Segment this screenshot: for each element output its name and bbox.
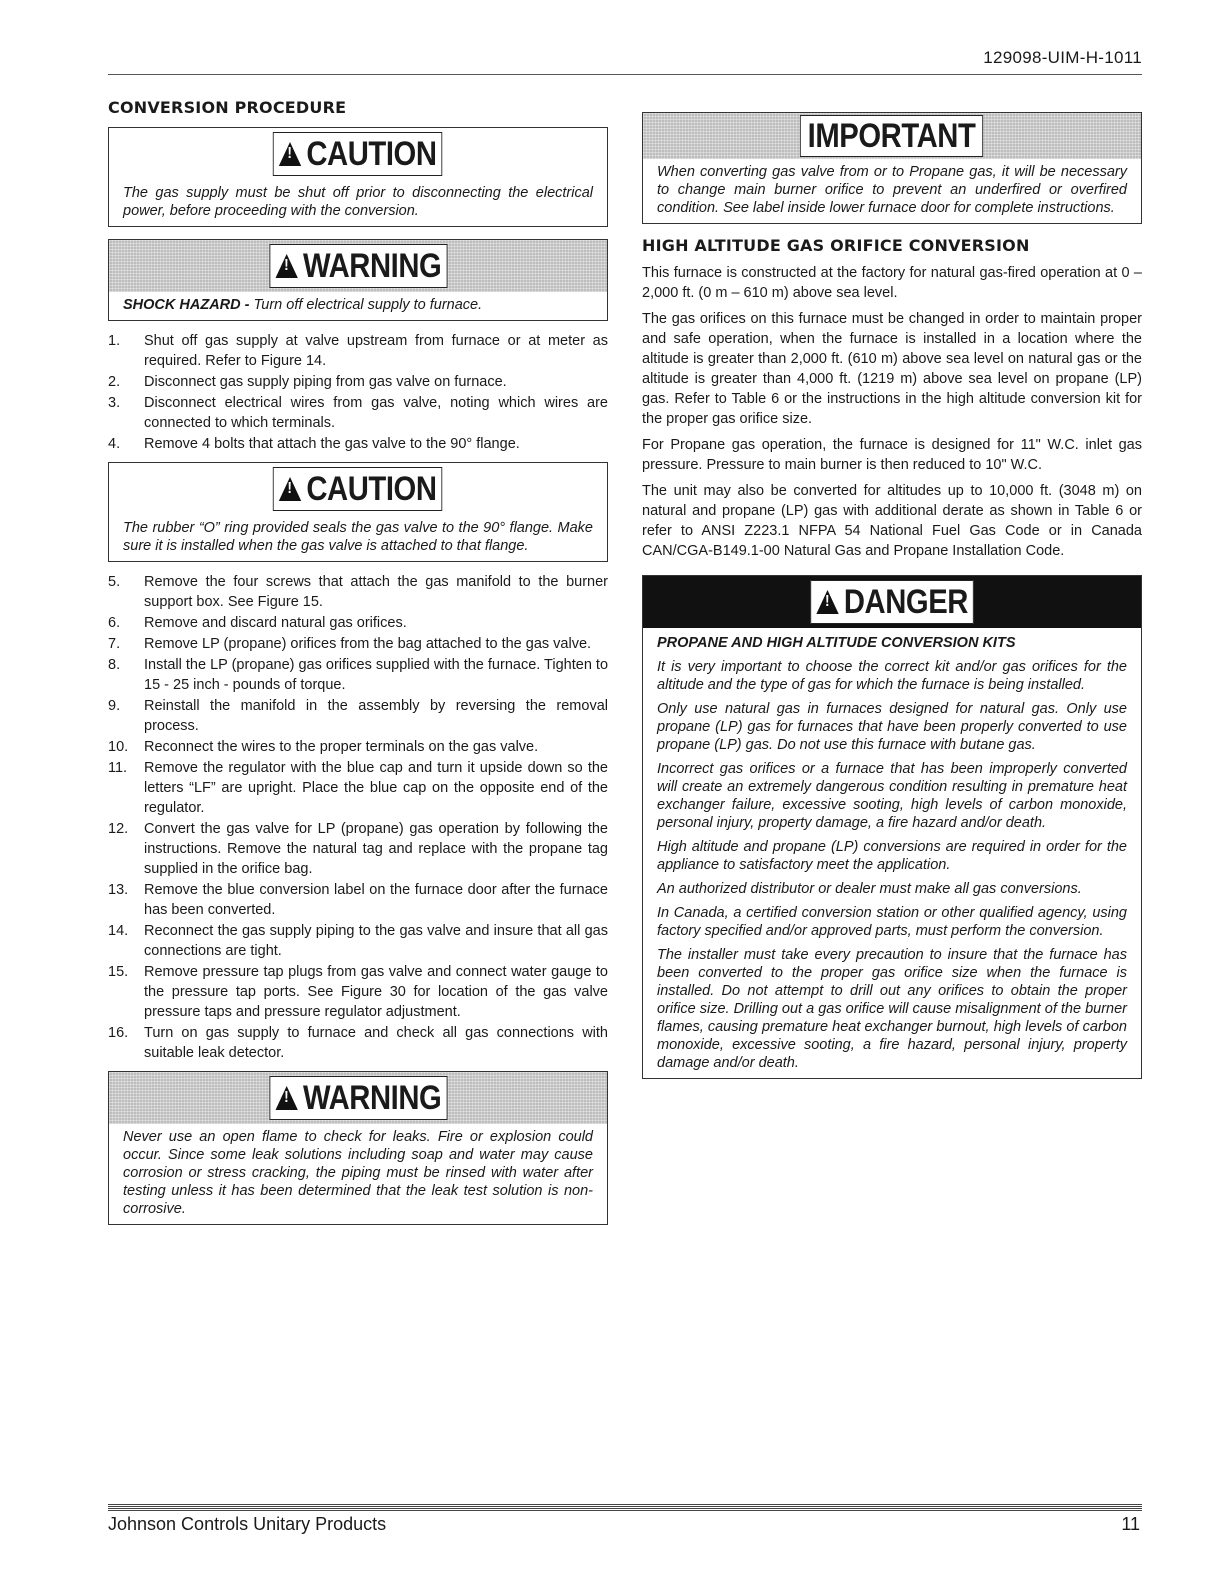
- step-text: Shut off gas supply at valve upstream from furnace or at meter as required. Refer to Figure 14.: [144, 333, 608, 369]
- caution-box-2: [108, 462, 608, 562]
- important-header: [643, 113, 1141, 159]
- step-number: 7.: [108, 636, 121, 652]
- left-column: [108, 98, 608, 1235]
- step-item: [108, 819, 608, 879]
- step-item: [108, 634, 608, 654]
- step-item: [108, 1023, 608, 1063]
- step-item: [108, 572, 608, 612]
- footer-rule: [108, 1504, 1142, 1511]
- step-text: Remove pressure tap plugs from gas valve and connect water gauge to the pressure tap ports. See Figure 30 for location of the gas valve pressure taps and pressure regulator adjustment.: [144, 964, 608, 1020]
- warning-text: Never use an open flame to check for leaks. Fire or explosion could occur. Since some leak solutions including soap and water may cause corrosion or stress cracking, the piping must be rinsed with water after testing unless it has been determined that the leak test solution is non-corrosive.: [123, 1129, 593, 1217]
- danger-label: DANGER: [843, 582, 968, 621]
- step-number: 9.: [108, 698, 121, 714]
- shock-hazard-lead: SHOCK HAZARD -: [123, 297, 250, 313]
- caution-header: [109, 128, 607, 180]
- step-text: Remove and discard natural gas orifices.: [144, 615, 407, 631]
- danger-paragraph: Only use natural gas in furnaces designed for natural gas. Only use propane (LP) gas for furnaces that have been properly converted to use propane (LP) gas. Do not use this furnace with butane gas.: [657, 701, 1127, 753]
- warning-header: [109, 1072, 607, 1124]
- step-item: [108, 434, 608, 454]
- footer-company: Johnson Controls Unitary Products: [108, 1514, 387, 1534]
- header-rule: [108, 74, 1142, 75]
- step-number: 3.: [108, 395, 121, 411]
- caution-header: [109, 463, 607, 515]
- danger-header: [643, 576, 1141, 628]
- paragraph: For Propane gas operation, the furnace is designed for 11" W.C. inlet gas pressure. Pressure to main burner is then reduced to 10" W.C.: [642, 437, 1142, 473]
- step-number: 6.: [108, 615, 121, 631]
- step-item: [108, 737, 608, 757]
- step-text: Reconnect the wires to the proper terminals on the gas valve.: [144, 739, 539, 755]
- step-item: [108, 696, 608, 736]
- danger-heading: PROPANE AND HIGH ALTITUDE CONVERSION KITS: [657, 635, 1016, 651]
- step-item: [108, 921, 608, 961]
- warning-triangle-icon: [816, 590, 838, 614]
- page-number: 11: [1121, 1514, 1140, 1534]
- right-column: [642, 112, 1142, 1089]
- warning-label: WARNING: [302, 1078, 441, 1117]
- step-number: 2.: [108, 374, 121, 390]
- step-number: 14.: [108, 923, 129, 939]
- caution-signal: [273, 132, 443, 176]
- warning-signal: [269, 1076, 447, 1120]
- paragraph: The unit may also be converted for altitudes up to 10,000 ft. (3048 m) on natural and propane (LP) gas with additional derate as shown in Table 6 or refer to ANSI Z223.1 NFPA 54 National Fuel Gas Code or in Canada CAN/CGA-B149.1-00 Natural Gas and Propane Installation Code.: [642, 483, 1142, 559]
- warning-triangle-icon: [279, 142, 301, 166]
- step-number: 16.: [108, 1025, 129, 1041]
- danger-paragraph: Incorrect gas orifices or a furnace that has been improperly converted will create an extremely dangerous condition resulting in premature heat exchanger failure, excessive sooting, high levels of carbon monoxide, personal injury, property damage, a fire hazard and/or death.: [657, 761, 1127, 831]
- step-text: Remove the blue conversion label on the furnace door after the furnace has been converted.: [144, 882, 608, 918]
- danger-box: [642, 575, 1142, 1079]
- caution-text: The rubber “O” ring provided seals the gas valve to the 90° flange. Make sure it is installed when the gas valve is attached to that flange.: [123, 520, 593, 554]
- step-item: [108, 393, 608, 433]
- step-text: Reinstall the manifold in the assembly by reversing the removal process.: [144, 698, 608, 734]
- danger-paragraph: In Canada, a certified conversion station or other qualified agency, using factory specified and/or approved parts, must perform the conversion.: [657, 905, 1127, 939]
- warning-box-1: [108, 239, 608, 321]
- step-item: [108, 655, 608, 695]
- warning-header: [109, 240, 607, 292]
- step-text: Disconnect electrical wires from gas valve, noting which wires are connected to which terminals.: [144, 395, 608, 431]
- caution-signal: [273, 467, 443, 511]
- step-text: Reconnect the gas supply piping to the gas valve and insure that all gas connections are tight.: [144, 923, 608, 959]
- step-number: 13.: [108, 882, 129, 898]
- important-signal: [800, 115, 983, 157]
- step-number: 8.: [108, 657, 121, 673]
- caution-box-1: [108, 127, 608, 227]
- warning-label: WARNING: [302, 246, 441, 285]
- danger-paragraph: An authorized distributor or dealer must make all gas conversions.: [657, 881, 1082, 897]
- paragraph: The gas orifices on this furnace must be changed in order to maintain proper and safe operation, when the furnace is installed in a location where the altitude is greater than 2,000 ft. (610 m) above sea level on natural gas or the altitude is greater than 4,000 ft. (1219 m) above sea level on propane (LP) gas. Refer to Table 6 or the instructions in the high altitude conversion kit for the proper gas orifice size.: [642, 311, 1142, 427]
- paragraph: This furnace is constructed at the factory for natural gas-fired operation at 0 – 2,000 ft. (0 m – 610 m) above sea level.: [642, 265, 1142, 301]
- section-title-conversion: CONVERSION PROCEDURE: [108, 98, 347, 117]
- high-altitude-paragraphs: [642, 263, 1142, 561]
- steps-list-a: [108, 331, 608, 454]
- step-number: 5.: [108, 574, 121, 590]
- important-box: [642, 112, 1142, 224]
- step-item: [108, 331, 608, 371]
- warning-triangle-icon: [275, 1086, 297, 1110]
- step-text: Turn on gas supply to furnace and check all gas connections with suitable leak detector.: [144, 1025, 608, 1061]
- warning-box-2: [108, 1071, 608, 1225]
- document-id: 129098-UIM-H-1011: [983, 48, 1142, 67]
- step-item: [108, 962, 608, 1022]
- step-text: Install the LP (propane) gas orifices supplied with the furnace. Tighten to 15 - 25 inch - pounds of torque.: [144, 657, 609, 693]
- step-number: 11.: [108, 760, 128, 776]
- warning-signal: [269, 244, 447, 288]
- caution-label: CAUTION: [306, 469, 437, 508]
- warning-text: SHOCK HAZARD - Turn off electrical supply to furnace.: [123, 297, 483, 313]
- danger-signal: [810, 580, 974, 624]
- danger-paragraph: The installer must take every precaution to insure that the furnace has been converted to the proper gas orifice size when the furnace is installed. Do not attempt to drill out any orifices to obtain the proper orifice size. Drilling out a gas orifice will cause misalignment of the burner flames, causing premature heat exchanger burnout, high levels of carbon monoxide, excessive sooting, a fire hazard, personal injury, property damage and/or death.: [657, 947, 1127, 1071]
- step-item: [108, 758, 608, 818]
- step-number: 1.: [108, 333, 121, 349]
- steps-list-b: [108, 572, 608, 1063]
- step-number: 15.: [108, 964, 129, 980]
- step-number: 12.: [108, 821, 129, 837]
- danger-paragraph: High altitude and propane (LP) conversions are required in order for the appliance to satisfactory meet the application.: [657, 839, 1127, 873]
- step-text: Remove the regulator with the blue cap and turn it upside down so the letters “LF” are upright. Place the blue cap on the opposite end of the regulator.: [144, 760, 608, 816]
- warning-triangle-icon: [279, 477, 301, 501]
- section-title-high-altitude: HIGH ALTITUDE GAS ORIFICE CONVERSION: [642, 236, 1030, 255]
- step-text: Disconnect gas supply piping from gas valve on furnace.: [144, 374, 507, 390]
- important-label: IMPORTANT: [808, 116, 976, 155]
- step-text: Remove 4 bolts that attach the gas valve to the 90° flange.: [144, 436, 520, 452]
- step-text: Remove the four screws that attach the gas manifold to the burner support box. See Figure 15.: [144, 574, 608, 610]
- step-text: Convert the gas valve for LP (propane) gas operation by following the instructions. Remove the natural tag and replace with the propane tag supplied in the orifice bag.: [144, 821, 608, 877]
- step-number: 10.: [108, 739, 129, 755]
- step-text: Remove LP (propane) orifices from the bag attached to the gas valve.: [144, 636, 592, 652]
- caution-label: CAUTION: [306, 134, 437, 173]
- step-number: 4.: [108, 436, 121, 452]
- important-text: When converting gas valve from or to Propane gas, it will be necessary to change main burner orifice to prevent an underfired or overfired condition. See label inside lower furnace door for complete instructions.: [657, 164, 1127, 216]
- warning-triangle-icon: [275, 254, 297, 278]
- step-item: [108, 880, 608, 920]
- step-item: [108, 613, 608, 633]
- step-item: [108, 372, 608, 392]
- danger-paragraph: It is very important to choose the correct kit and/or gas orifices for the altitude and the type of gas for which the furnace is being installed.: [657, 659, 1127, 693]
- danger-text: [643, 628, 1141, 1078]
- caution-text: The gas supply must be shut off prior to disconnecting the electrical power, before proceeding with the conversion.: [123, 185, 593, 219]
